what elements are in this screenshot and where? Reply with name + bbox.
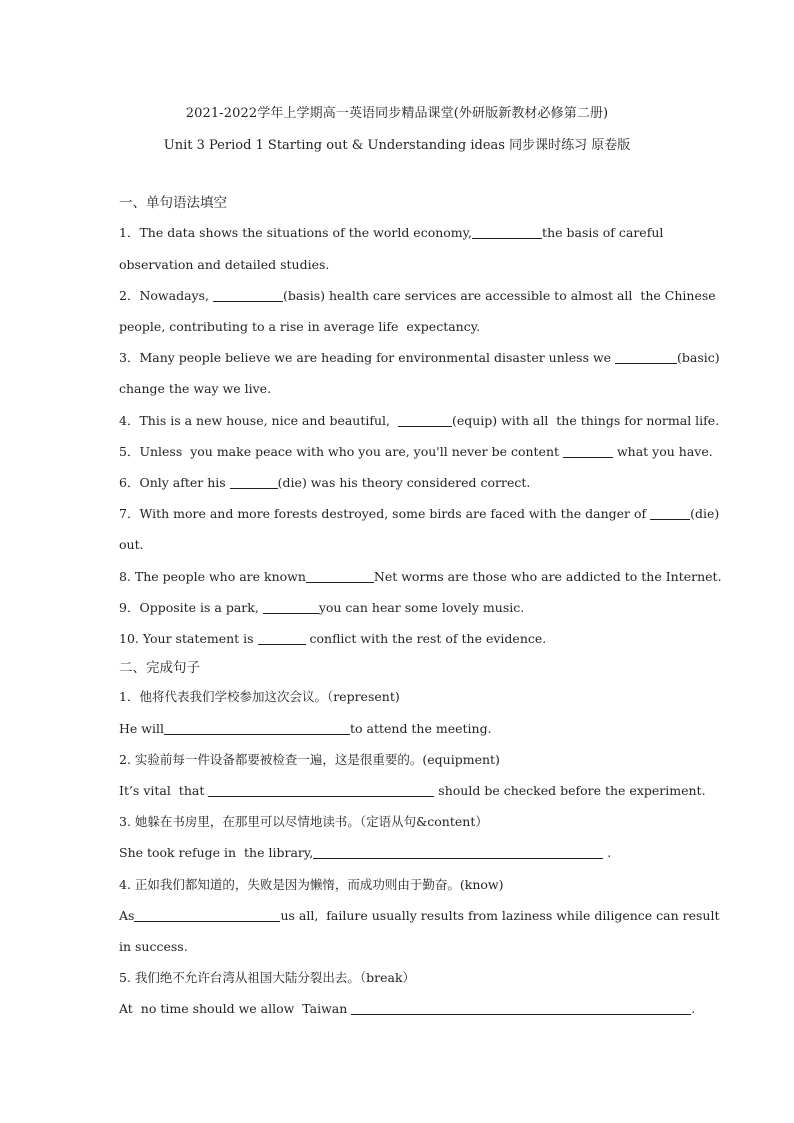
answer-blank[interactable] (313, 846, 603, 859)
document-title: 2021-2022学年上学期高一英语同步精品课堂(外研版新教材必修第二册) (185, 106, 609, 121)
question-line: in success. (119, 939, 188, 954)
question-line: 2．Nowadays, (basis) health care services are accessible to almost all the Chinese (119, 288, 716, 303)
question-line: observation and detailed studies. (119, 257, 330, 272)
answer-blank[interactable] (472, 226, 542, 239)
question-line: It’s vital that should be checked before the experiment. (119, 783, 706, 798)
answer-blank[interactable] (164, 722, 350, 735)
answer-blank[interactable] (306, 570, 374, 583)
question-line: 4. 正如我们都知道的，失败是因为懒惰，而成功则由于勤奋。(know) (119, 877, 504, 892)
section-heading-grammar: 一、单句语法填空 (119, 195, 227, 211)
question-line: 10. Your statement is conflict with the rest of the evidence. (119, 631, 547, 646)
question-line: At no time should we allow Taiwan . (119, 1001, 696, 1016)
answer-blank[interactable] (563, 445, 613, 458)
answer-blank[interactable] (208, 784, 434, 797)
question-line: 9．Opposite is a park, you can hear some lovely music. (119, 600, 525, 615)
question-line: 7．With more and more forests destroyed, some birds are faced with the danger of (die) (119, 506, 720, 521)
question-line: out. (119, 537, 144, 552)
answer-blank[interactable] (398, 414, 452, 427)
answer-blank[interactable] (650, 507, 690, 520)
question-line: She took refuge in the library, . (119, 845, 612, 860)
answer-blank[interactable] (213, 289, 283, 302)
section-heading-sentences: 二、完成句子 (119, 660, 200, 676)
question-line: He will to attend the meeting. (119, 721, 492, 736)
answer-blank[interactable] (263, 601, 319, 614)
question-line: 6．Only after his (die) was his theory considered correct. (119, 475, 531, 490)
question-line: 2. 实验前每一件设备都要被检查一遍，这是很重要的。(equipment) (119, 752, 500, 767)
answer-blank[interactable] (258, 632, 306, 645)
question-line: As us all, failure usually results from laziness while diligence can result (119, 908, 720, 923)
answer-blank[interactable] (230, 476, 278, 489)
question-line: 4．This is a new house, nice and beautiful, (equip) with all the things for normal life. (119, 413, 720, 428)
question-line: 8. The people who are known Net worms are those who are addicted to the Internet. (119, 569, 722, 584)
answer-blank[interactable] (134, 909, 280, 922)
question-line: 5. 我们绝不允许台湾从祖国大陆分裂出去。（break） (119, 970, 416, 985)
question-line: 1．他将代表我们学校参加这次会议。（represent) (119, 689, 400, 704)
answer-blank[interactable] (351, 1002, 691, 1015)
question-line: 1．The data shows the situations of the world economy, the basis of careful (119, 225, 664, 240)
question-line: people, contributing to a rise in average life expectancy. (119, 319, 481, 334)
question-line: 3. 她躲在书房里，在那里可以尽情地读书。（定语从句&content） (119, 814, 488, 829)
answer-blank[interactable] (615, 351, 677, 364)
question-line: change the way we live. (119, 381, 272, 396)
question-line: 3．Many people believe we are heading for environmental disaster unless we (basic) (119, 350, 720, 365)
document-subtitle: Unit 3 Period 1 Starting out & Understanding ideas 同步课时练习 原卷版 (163, 138, 631, 153)
question-line: 5．Unless you make peace with who you are, you'll never be content what you have. (119, 444, 713, 459)
